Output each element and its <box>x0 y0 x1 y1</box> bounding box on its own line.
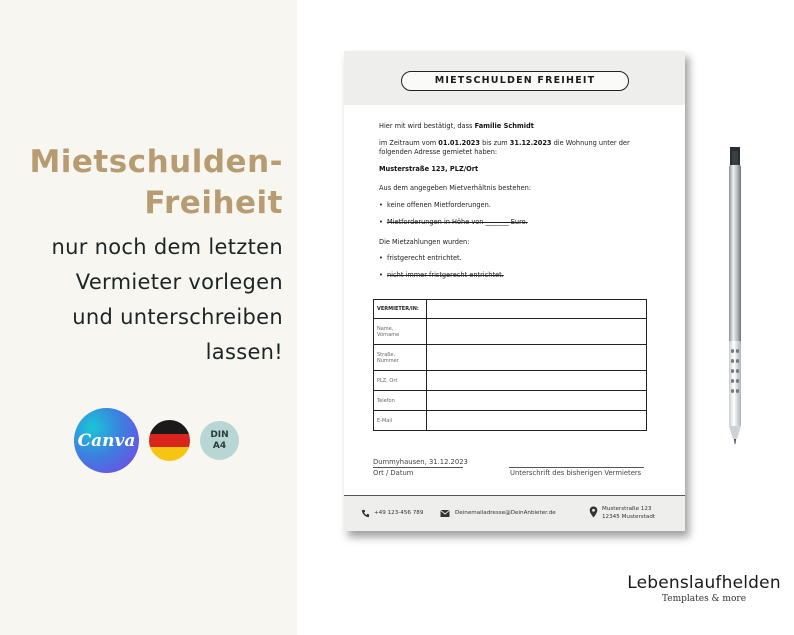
name-field[interactable] <box>427 319 647 345</box>
plz-label: PLZ, Ort <box>374 371 427 391</box>
plz-field[interactable] <box>427 371 647 391</box>
footer-phone: +49 123-456 789 <box>374 510 424 516</box>
payment-option-2 <box>382 271 504 280</box>
period-mid: bis zum <box>479 139 510 147</box>
street-label-line-2: Nummer <box>377 357 399 364</box>
landlord-header-value <box>427 300 647 319</box>
brand-tagline: Templates & more <box>661 594 747 604</box>
phone-label: Telefon <box>374 391 427 411</box>
table-row <box>374 345 647 371</box>
brand-name: Lebenslaufhelden <box>627 573 781 593</box>
headline-line-2: Freiheit <box>144 185 283 221</box>
signature-label: Unterschrift des bisherigen Vermieters <box>510 469 642 477</box>
din-badge-line-2: A4 <box>212 440 227 451</box>
subline-line-1: nur noch dem letzten <box>51 235 283 259</box>
name-label-line-1: Name, <box>377 325 394 332</box>
phone-icon <box>361 509 370 518</box>
period-prefix: im Zeitraum vom <box>379 139 439 147</box>
subline-line-4: lassen! <box>205 340 283 364</box>
name-label <box>374 319 427 345</box>
phone-field[interactable] <box>427 391 647 411</box>
table-row <box>374 411 647 431</box>
mail-icon <box>440 509 450 518</box>
place-date-label: Ort / Datum <box>373 469 414 477</box>
period-line <box>379 139 630 148</box>
signature-line <box>509 467 644 468</box>
subline-line-2: Vermieter vorlegen <box>75 270 283 294</box>
period-line-2: folgenden Adresse gemietet haben: <box>379 148 498 156</box>
email-label: E-Mail <box>374 411 427 431</box>
relation-option-1 <box>382 201 491 210</box>
headline-block <box>3 142 283 370</box>
document-preview <box>344 51 685 531</box>
table-row <box>374 391 647 411</box>
table-row <box>374 319 647 345</box>
left-panel <box>0 0 297 635</box>
canva-logo <box>74 408 139 473</box>
footer-address-line-1: Musterstraße 123 <box>602 506 652 512</box>
payment-option-1-text: fristgerecht entrichtet. <box>387 254 462 262</box>
document-footer <box>344 495 685 531</box>
relation-option-2-text: Mietforderungen in Höhe von _______ Euro. <box>387 218 528 226</box>
germany-flag-icon <box>149 420 190 461</box>
din-a4-badge <box>200 421 239 460</box>
landlord-table <box>373 299 647 431</box>
period-to: 31.12.2023 <box>509 139 552 147</box>
payment-option-2-text: nicht immer fristgerecht entrichtet. <box>387 271 504 279</box>
document-title: MIETSCHULDEN FREIHEIT <box>401 71 629 91</box>
footer-address <box>602 506 655 521</box>
subline-line-3: und unterschreiben <box>72 305 283 329</box>
payment-option-1 <box>382 254 462 263</box>
headline-line-1: Mietschulden- <box>29 144 283 180</box>
footer-email: Deinemailadresse@DeinAnbieter.de <box>455 510 556 516</box>
badge-row <box>74 408 254 473</box>
relation-option-1-text: keine offenen Mietforderungen. <box>387 201 491 209</box>
document-header <box>344 51 685 105</box>
intro-prefix: Hier mit wird bestätigt, dass <box>379 122 475 130</box>
subline-block <box>3 230 283 370</box>
place-date-line <box>373 467 463 468</box>
tenant-name: Familie Schmidt <box>474 122 534 130</box>
rental-address: Musterstraße 123, PLZ/Ort <box>379 165 479 173</box>
pen-illustration <box>723 145 749 445</box>
footer-address-line-2: 12345 Musterstadt <box>602 513 656 520</box>
table-row <box>374 300 647 319</box>
location-pin-icon <box>589 506 598 518</box>
intro-line <box>379 122 534 131</box>
payment-heading: Die Mietzahlungen wurden: <box>379 238 470 246</box>
relation-option-2 <box>382 218 528 227</box>
name-label-line-2: Vorname <box>377 331 400 338</box>
canva-logo-text: Canva <box>77 430 136 451</box>
street-field[interactable] <box>427 345 647 371</box>
din-badge-line-1: DIN <box>210 429 229 440</box>
relation-heading: Aus dem angegeben Mietverhältnis bestehen: <box>379 184 532 192</box>
brand-logo <box>614 573 794 604</box>
table-row <box>374 371 647 391</box>
email-field[interactable] <box>427 411 647 431</box>
landlord-header-cell: VERMIETER/IN: <box>374 300 427 319</box>
place-date-value: Dummyhausen, 31.12.2023 <box>373 458 468 466</box>
period-from: 01.01.2023 <box>438 139 480 147</box>
street-label <box>374 345 427 371</box>
period-suffix: die Wohnung unter der <box>551 139 630 147</box>
street-label-line-1: Straße, <box>377 351 396 358</box>
